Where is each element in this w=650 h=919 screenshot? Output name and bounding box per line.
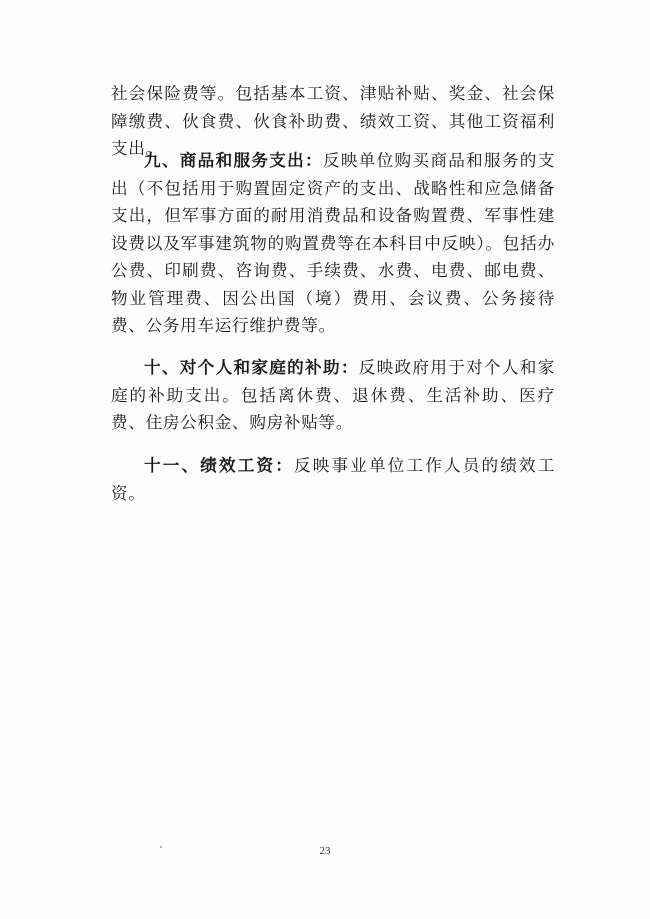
paragraph-text: 反映事业单位工作人员的绩效工资。 xyxy=(111,456,555,503)
paragraph-text: 反映单位购买商品和服务的支出（不包括用于购置固定资产的支出、战略性和应急储备支出，但军事方面的耐用消费品和设备购置费、军事性建设费以及军事建筑物的购置费等在本科目中反映）。包括办公费、印刷费、咨询费、手续费、水费、电费、邮电费、物业管理费、因公出国（境）费用、会议费、公务接待费、公务用车运行维护费等。 xyxy=(111,151,555,335)
paragraph-goods-services xyxy=(111,147,555,340)
section-heading: 十一、绩效工资： xyxy=(144,456,294,475)
page-number: 23 xyxy=(319,845,331,857)
paragraph-text: 社会保险费等。包括基本工资、津贴补贴、奖金、社会保障缴费、伙食费、伙食补助费、绩效工资、其他工资福利支出。 xyxy=(111,84,555,158)
section-heading: 九、商品和服务支出： xyxy=(144,151,323,170)
section-heading: 十、对个人和家庭的补助： xyxy=(144,358,359,377)
paragraph-performance-pay xyxy=(111,452,555,507)
paragraph-text: 反映政府用于对个人和家庭的补助支出。包括离休费、退休费、生活补助、医疗费、住房公积金、购房补贴等。 xyxy=(111,358,555,432)
paragraph-household-subsidy xyxy=(111,354,555,437)
